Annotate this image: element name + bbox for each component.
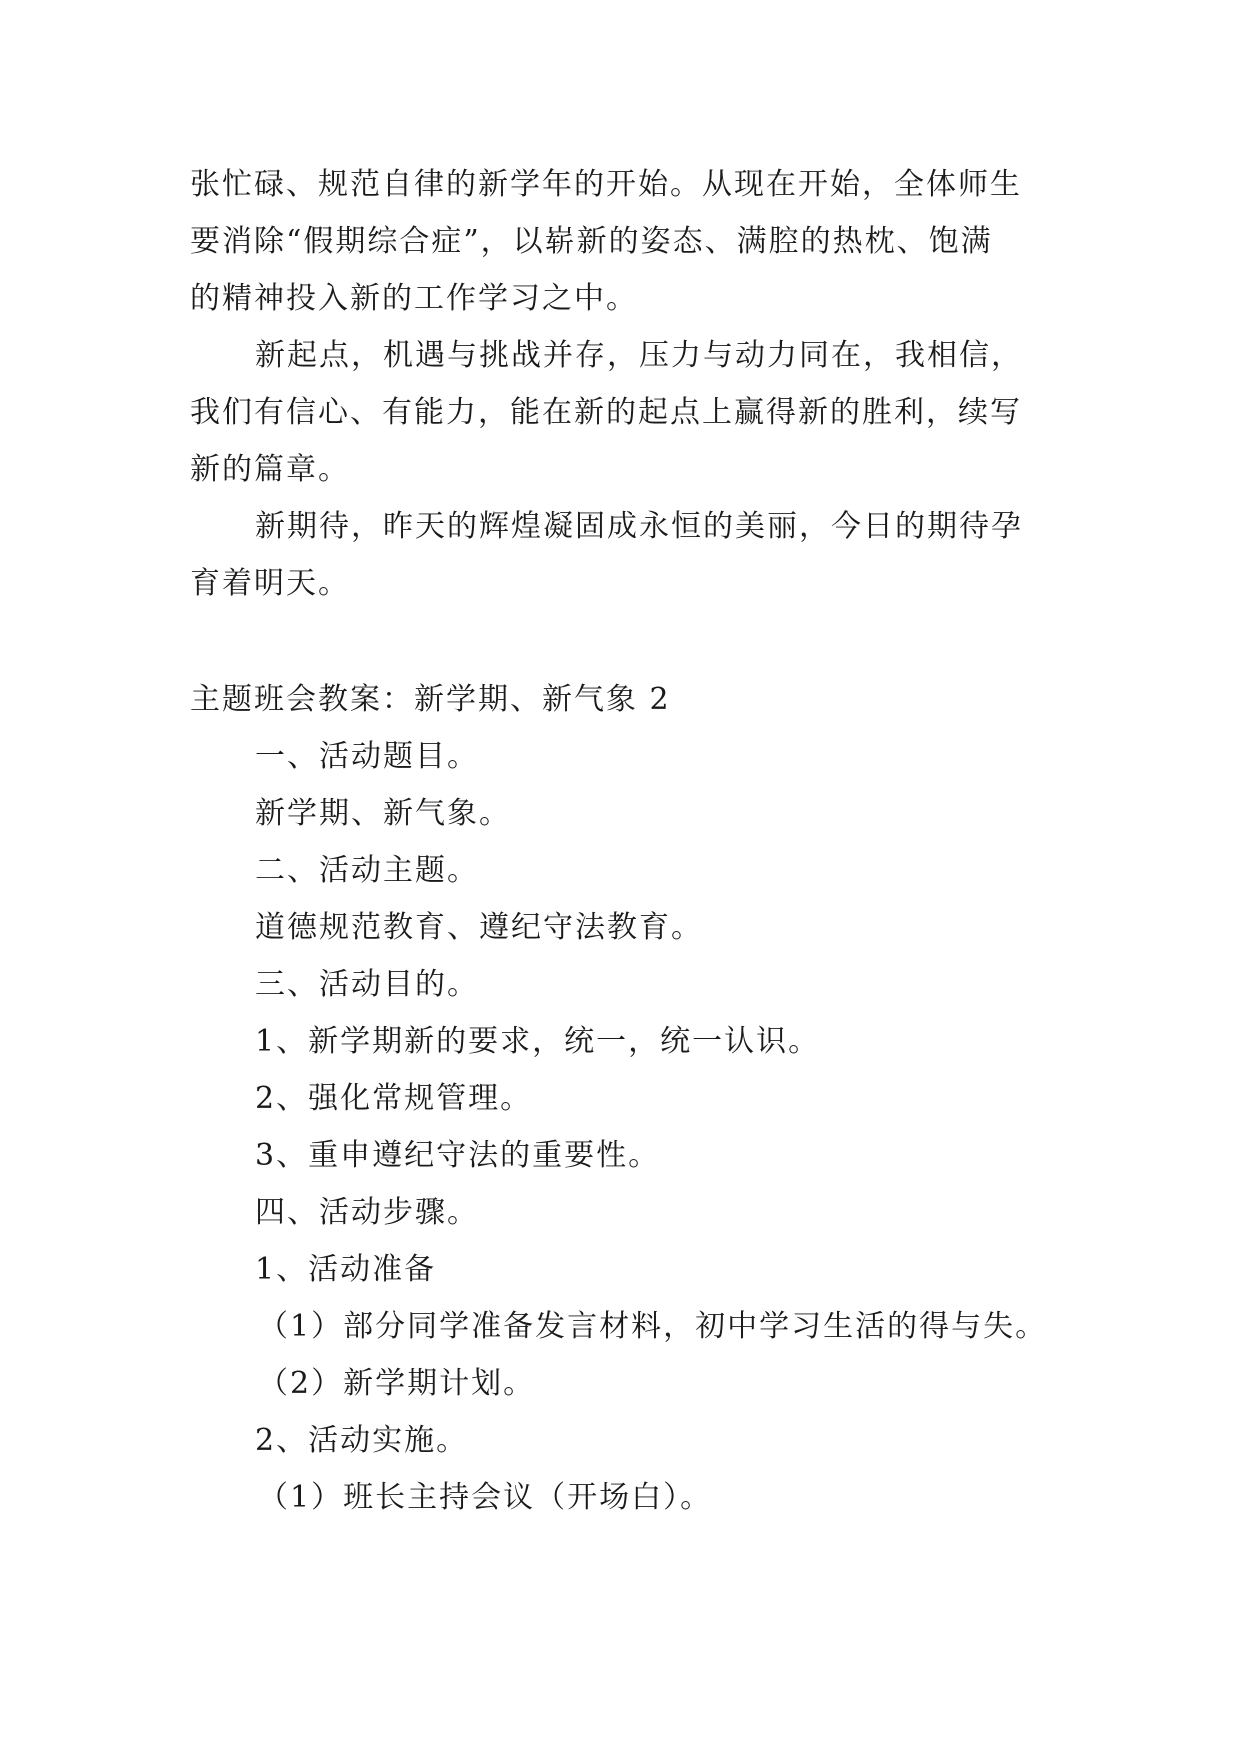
- paragraph-line: 新学期、新气象。: [255, 796, 511, 831]
- paragraph-line: 道德规范教育、遵纪守法教育。: [255, 910, 703, 945]
- list-item: 1、活动准备: [255, 1252, 437, 1287]
- heading-line: 一、活动题目。: [255, 739, 479, 774]
- paragraph-line: 要消除“假期综合症”，以崭新的姿态、满腔的热枕、饱满: [190, 224, 993, 259]
- sub-list-item: （1）部分同学准备发言材料，初中学习生活的得与失。: [258, 1309, 1048, 1344]
- sub-list-item: （1）班长主持会议（开场白）。: [258, 1480, 713, 1515]
- paragraph-line: 张忙碌、规范自律的新学年的开始。从现在开始，全体师生: [190, 167, 1022, 202]
- paragraph-line: 新的篇章。: [190, 452, 350, 487]
- paragraph-line: 新起点，机遇与挑战并存，压力与动力同在，我相信，: [255, 338, 1023, 373]
- heading-line: 二、活动主题。: [255, 853, 479, 888]
- paragraph-line: 我们有信心、有能力，能在新的起点上赢得新的胜利，续写: [190, 395, 1022, 430]
- paragraph-line: 新期待，昨天的辉煌凝固成永恒的美丽，今日的期待孕: [255, 509, 1023, 544]
- paragraph-line: 育着明天。: [190, 566, 350, 601]
- list-item: 2、活动实施。: [255, 1423, 469, 1458]
- sub-list-item: （2）新学期计划。: [258, 1366, 536, 1401]
- paragraph-line: 的精神投入新的工作学习之中。: [190, 281, 638, 316]
- section-title: 主题班会教案：新学期、新气象 2: [190, 682, 671, 717]
- heading-line: 三、活动目的。: [255, 967, 479, 1002]
- list-item: 3、重申遵纪守法的重要性。: [255, 1138, 661, 1173]
- heading-line: 四、活动步骤。: [255, 1195, 479, 1230]
- list-item: 1、新学期新的要求，统一，统一认识。: [255, 1024, 821, 1059]
- list-item: 2、强化常规管理。: [255, 1081, 533, 1116]
